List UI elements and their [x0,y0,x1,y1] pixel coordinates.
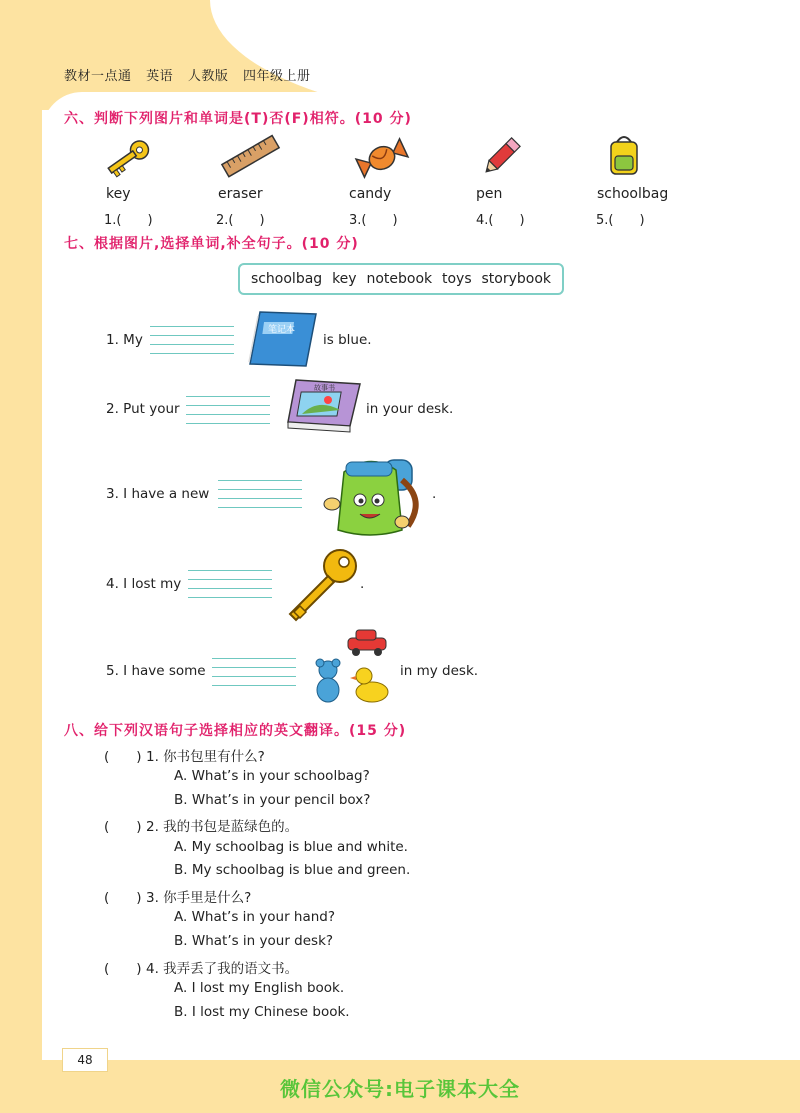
word-bank-item: storybook [481,271,552,287]
page-number: 48 [62,1048,108,1072]
option-b: B. I lost my Chinese book. [174,1004,350,1020]
word-bank-item: toys [442,271,472,287]
word-label: pen [476,186,503,202]
answer-blank[interactable]: 2.( ) [216,213,265,228]
section6-title: 六、判断下列图片和单词是(T)否(F)相符。(10 分) [64,111,412,127]
word-bank-item: key [332,271,357,287]
word-bank-item: notebook [366,271,433,287]
page-frame-left [0,0,42,1113]
answer-blank[interactable]: 1.( ) [104,213,153,228]
candy-icon [354,136,410,180]
storybook-icon [284,376,362,434]
storybook-cover-text: 故事书 [314,384,335,392]
answer-blank[interactable]: 5.( ) [596,213,645,228]
big-key-icon [284,544,364,624]
word-bank-item: schoolbag [250,271,323,287]
word-label: schoolbag [597,186,669,202]
answer-lines[interactable] [150,318,234,354]
sentence-start: 5. I have some [106,663,206,679]
section7-title: 七、根据图片,选择单词,补全句子。(10 分) [64,236,359,252]
answer-paren[interactable]: ( ) [104,819,142,835]
question-text: 1. 你书包里有什么? [146,749,265,765]
sentence-start: 2. Put your [106,401,180,417]
option-b: B. My schoolbag is blue and green. [174,862,411,878]
header-subject: 英语 [146,69,174,84]
word-label: eraser [218,186,263,202]
word-label: candy [349,186,392,202]
answer-blank[interactable]: 3.( ) [349,213,398,228]
running-header [64,65,320,84]
notebook-cover-text: 笔记本 [268,325,296,335]
sentence-end: is blue. [323,332,372,348]
header-grade: 四年级上册 [242,69,311,84]
answer-paren[interactable]: ( ) [104,961,142,977]
question-text: 2. 我的书包是蓝绿色的。 [146,819,299,835]
section8-title: 八、给下列汉语句子选择相应的英文翻译。(15 分) [64,723,407,739]
answer-lines[interactable] [218,472,302,508]
answer-lines[interactable] [188,562,272,598]
sentence-end: in your desk. [366,401,454,417]
option-b: B. What’s in your desk? [174,933,334,949]
header-book: 教材一点通 [64,69,132,84]
word-label: key [106,186,131,202]
sentence-end: . [432,486,437,502]
word-bank [238,263,564,295]
pencil-icon [478,134,524,180]
sentence-end: . [360,576,365,592]
toys-icon [308,626,396,708]
header-edition: 人教版 [187,69,229,84]
notebook-icon [246,308,318,370]
sentence-start: 3. I have a new [106,486,210,502]
question-text: 3. 你手里是什么? [146,890,252,906]
sentence-start: 1. My [106,332,143,348]
answer-paren[interactable]: ( ) [104,890,142,906]
option-a: A. I lost my English book. [174,980,345,996]
sentence-start: 4. I lost my [106,576,182,592]
option-a: A. My schoolbag is blue and white. [174,839,408,855]
question-text: 4. 我弄丢了我的语文书。 [146,961,299,977]
backpack-icon [322,450,430,540]
key-icon [100,136,156,180]
option-a: A. What’s in your hand? [174,909,336,925]
answer-blank[interactable]: 4.( ) [476,213,525,228]
ruler-icon [220,134,282,180]
sentence-end: in my desk. [400,663,479,679]
answer-lines[interactable] [186,388,270,424]
footer-watermark: 微信公众号:电子课本大全 [280,1077,520,1101]
answer-lines[interactable] [212,650,296,686]
answer-paren[interactable]: ( ) [104,749,142,765]
option-b: B. What’s in your pencil box? [174,792,371,808]
schoolbag-icon [606,134,642,180]
option-a: A. What’s in your schoolbag? [174,768,370,784]
